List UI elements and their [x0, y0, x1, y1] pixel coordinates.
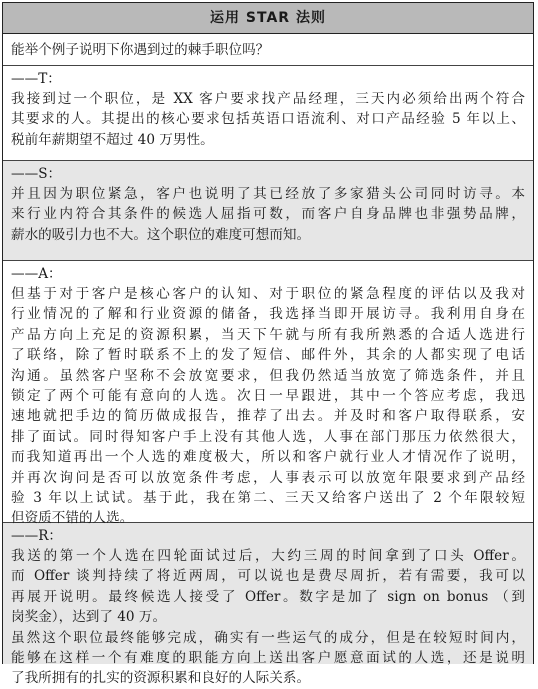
section-s-label: ——S： — [11, 166, 62, 182]
section-a-line: 速地就把手边的简历做成报告，推荐了出去。并及时和客户取得联系，安 — [11, 408, 525, 425]
section-s-line: 并且因为职位紧急，客户也说明了其已经放了多家猎头公司同时访寻。本 — [11, 186, 525, 202]
section-r-line: 我送的第一个人选在四轮面试过后，大约三周的时间拿到了口头 Offer。 — [11, 548, 525, 564]
section-a-line: 但基于对于客户是核心客户的认知、对于职位的紧急程度的评估以及我对 — [11, 286, 525, 302]
section-a-line: 验 3 年以上试试。基于此，我在第二、三天又给客户送出了 2 个年限较短 — [11, 489, 525, 506]
section-r-line: 而 Offer 谈判持续了将近两周，可以说也是费尽周折，若有需要，我可以 — [11, 568, 525, 585]
section-a-line: 行业情况的了解和行业资源的储备，我选择当即开展访寻。我利用自身在 — [11, 306, 525, 323]
section-a-line: 产品方向上充足的资源积累，当天下午就与所有我所熟悉的合适人选进行 — [11, 326, 525, 343]
section-a — [3, 261, 533, 527]
section-a-line: 锁定了两个可能有意向的人选。次日一早跟进，其中一个答应考虑，我迅 — [11, 387, 525, 404]
section-r-line: 能够在这样一个有难度的职能方向上送出客户愿意面试的人选，还是说明 — [11, 649, 525, 666]
section-t-line: 其要求的人。其提出的核心要求包括英语口语流利、对口产品经验 5 年以上、 — [11, 111, 525, 128]
section-a-line: 沟通。虽然客户坚称不会放宽要求，但我仍然适当放宽了筛选条件，并且 — [11, 367, 525, 384]
section-r-label: ——R： — [11, 528, 63, 544]
section-a-line: 排了面试。同时得知客户手上没有其他人选，人事在部门那压力依然很大， — [11, 428, 525, 445]
section-r-line: 岗奖金），达到了 40 万。 — [11, 609, 167, 626]
section-t-label: ——T： — [11, 71, 61, 87]
section-t-line: 税前年薪期望不超过 40 万男性。 — [11, 131, 214, 148]
section-a-line: 而我知道再出一个人选的难度极大，所以和客户就行业人才情况作了说明， — [11, 449, 525, 466]
section-a-line: 了联络，除了暂时联系不上的发了短信、邮件外，其余的人都实现了电话 — [11, 347, 525, 364]
section-s-line: 薪水的吸引力也不大。这个职位的难度可想而知。 — [11, 226, 311, 243]
section-r-line: 虽然这个职位最终能够完成，确实有一些运气的成分，但是在较短时间内， — [11, 629, 525, 646]
question-row: 能举个例子说明下你遇到过的棘手职位吗？ — [3, 34, 533, 66]
section-s — [3, 161, 533, 261]
section-t — [3, 66, 533, 161]
section-s-line: 来行业内符合其条件的候选人屈指可数，而客户自身品牌也非强势品牌， — [11, 206, 525, 223]
section-r-line: 再展开说明。最终候选人接受了 Offer。数字是加了 sign on bonus （到 — [11, 588, 525, 605]
section-r — [3, 523, 533, 687]
section-a-line: 但资质不错的人选。 — [11, 510, 134, 527]
section-a-line: 并再次询问是否可以放宽条件考虑，人事表示可以放宽年限要求到产品经 — [11, 469, 525, 486]
section-a-label: ——A： — [11, 266, 62, 282]
star-table — [2, 2, 534, 687]
section-r-line: 了我所拥有的扎实的资源积累和良好的人际关系。 — [11, 670, 311, 687]
section-t-line: 我接到过一个职位，是 XX 客户要求找产品经理，三天内必须给出两个符合 — [11, 91, 525, 107]
table-title: 运用 STAR 法则 — [3, 3, 533, 34]
